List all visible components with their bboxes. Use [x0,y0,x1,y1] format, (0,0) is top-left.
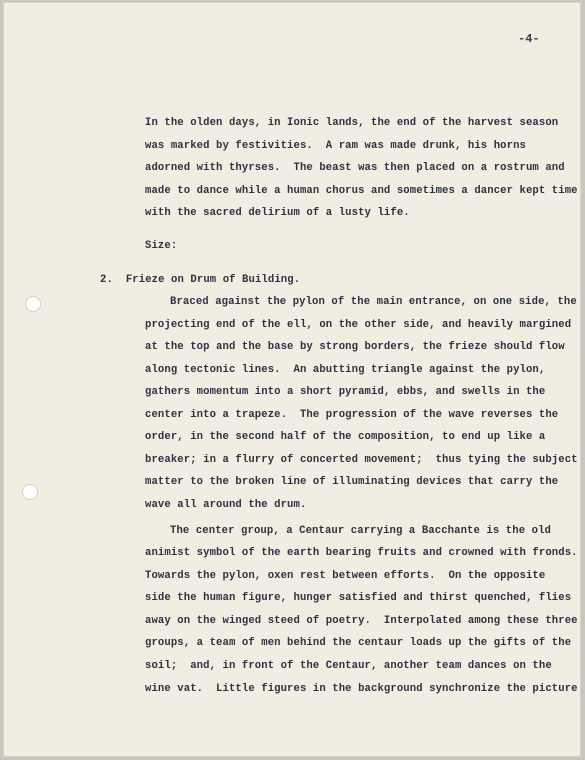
paragraph2-line-5: gathers momentum into a short pyramid, ebbs, and swells in the [145,386,546,398]
document-page [3,2,581,757]
paragraph2-line-1: Braced against the pylon of the main entrance, on one side, the [170,296,577,308]
paragraph3-line-6: groups, a team of men behind the centaur loads up the gifts of the [145,637,572,649]
item2-heading: 2. Frieze on Drum of Building. [100,274,301,286]
binder-hole-bottom [22,484,38,500]
paragraph3-line-7: soil; and, in front of the Centaur, another team dances on the [145,660,552,672]
paragraph2-line-6: center into a trapeze. The progression of the wave reverses the [145,409,559,421]
paragraph3-line-2: animist symbol of the earth bearing fruits and crowned with fronds. [145,547,578,559]
page-number: -4- [518,32,540,46]
paragraph1-line-4: made to dance while a human chorus and sometimes a dancer kept time [145,185,578,197]
paragraph3-line-3: Towards the pylon, oxen rest between efforts. On the opposite [145,570,546,582]
paragraph1-line-3: adorned with thyrses. The beast was then placed on a rostrum and [145,162,565,174]
paragraph1-line-2: was marked by festivities. A ram was made drunk, his horns [145,140,526,152]
size-label: Size: [145,240,178,252]
paragraph1-line-5: with the sacred delirium of a lusty life. [145,207,410,219]
paragraph2-line-10: wave all around the drum. [145,499,307,511]
paragraph3-line-8: wine vat. Little figures in the background synchronize the picture [145,683,578,695]
paragraph2-line-2: projecting end of the ell, on the other side, and heavily margined [145,319,572,331]
binder-hole-top [25,296,41,312]
paragraph2-line-7: order, in the second half of the composition, to end up like a [145,431,546,443]
paragraph2-line-8: breaker; in a flurry of concerted movement; thus tying the subject [145,454,578,466]
paragraph2-line-4: along tectonic lines. An abutting triangle against the pylon, [145,364,546,376]
paragraph3-line-5: away on the winged steed of poetry. Interpolated among these three [145,615,578,627]
paragraph3-line-1: The center group, a Centaur carrying a Bacchante is the old [170,525,551,537]
paragraph3-line-4: side the human figure, hunger satisfied and thirst quenched, flies [145,592,572,604]
paragraph2-line-9: matter to the broken line of illuminating devices that carry the [145,476,559,488]
paragraph1-line-1: In the olden days, in Ionic lands, the end of the harvest season [145,117,559,129]
paragraph2-line-3: at the top and the base by strong borders, the frieze should flow [145,341,565,353]
